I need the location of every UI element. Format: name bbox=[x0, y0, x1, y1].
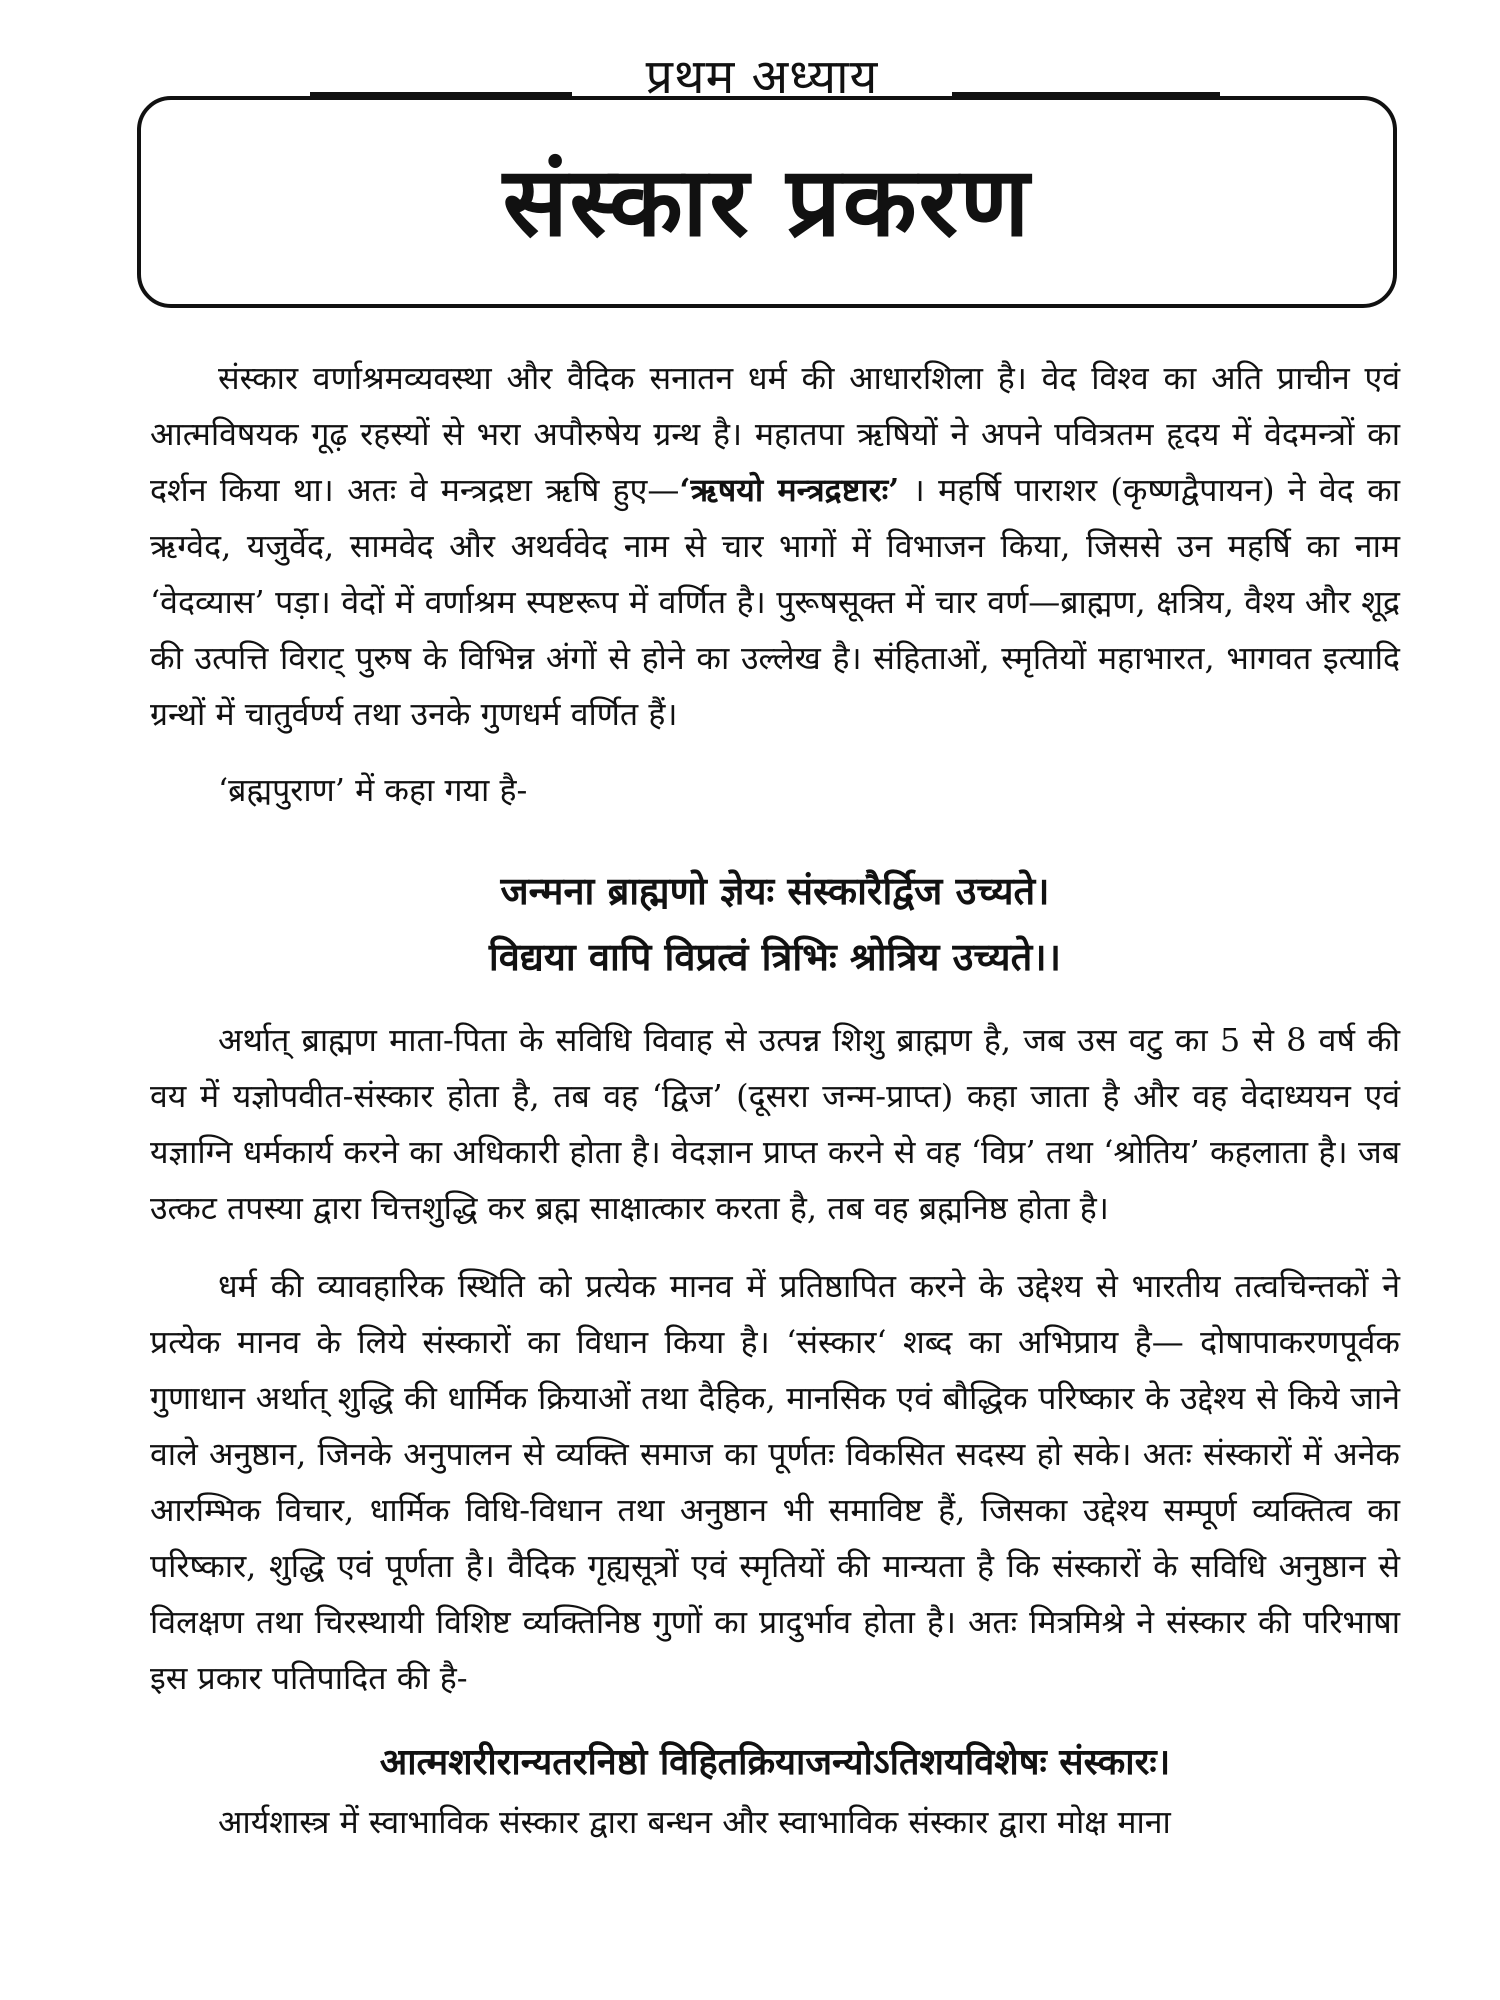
page-body bbox=[150, 350, 1400, 1850]
paragraph-2: अर्थात् ब्राह्मण माता-पिता के सविधि विवाह से उत्पन्न शिशु ब्राह्मण है, जब उस वटु का 5 से 8 वर्ष की वय में यज्ञोपवीत-संस्कार होता है, तब वह ‘द्विज’ (दूसरा जन्म-प्राप्त) कहा जाता है और वह वेदाध्ययन एवं यज्ञाग्नि धर्मकार्य करने का अधिकारी होता है। वेदज्ञान प्राप्त करने से वह ‘विप्र’ तथा ‘श्रोतिय’ कहलाता है। जब उत्कट तपस्या द्वारा चित्तशुद्धि कर ब्रह्म साक्षात्कार करता है, तब वह ब्रह्मनिष्ठ होता है। bbox=[150, 1021, 1400, 1227]
title-box bbox=[137, 96, 1397, 308]
paragraph-1-rest: । महर्षि पाराशर (कृष्णद्वैपायन) ने वेद का ऋग्वेद, यजुर्वेद, सामवेद और अथर्ववेद नाम से चार भागों में विभाजन किया, जिससे उन महर्षि का नाम ‘वेदव्यास’ पड़ा। वेदों में वर्णाश्रम स्पष्टरूप में वर्णित है। पुरूषसूक्त में चार वर्ण—ब्राह्मण, क्षत्रिय, वैश्य और शूद्र की उत्पत्ति विराट् पुरुष के विभिन्न अंगों से होने का उल्लेख है। संहिताओं, स्मृतियों महाभारत, भागवत इत्यादि ग्रन्थों में चातुर्वर्ण्य तथा उनके गुणधर्म वर्णित हैं। bbox=[150, 471, 1400, 733]
paragraph-1-text: संस्कार वर्णाश्रमव्यवस्था और वैदिक सनातन धर्म की आधारशिला है। वेद विश्व का अति प्राचीन एवं आत्मविषयक गूढ़ रहस्यों से भरा अपौरुषेय ग्रन्थ है। महातपा ऋषियों ने अपने पवित्रतम हृदय में वेदमन्त्रों का दर्शन किया था। अतः वे मन्त्रद्रष्टा ऋषि हुए— bbox=[150, 359, 1400, 509]
rishi-quote: ‘ऋषयो मन्त्रद्रष्टारः’ bbox=[679, 471, 900, 509]
chapter-label: प्रथम अध्याय bbox=[645, 49, 879, 105]
shloka-block bbox=[150, 858, 1400, 990]
sanskara-definition: आत्मशरीरान्यतरनिष्ठो विहितक्रियाजन्योऽतिशयविशेषः संस्कारः। bbox=[379, 1741, 1171, 1783]
paragraph-1 bbox=[150, 350, 1400, 742]
brahmapurana-lead: ‘ब्रह्मपुराण’ में कहा गया है- bbox=[218, 771, 528, 809]
page-title: संस्कार प्रकरण bbox=[502, 145, 1032, 259]
paragraph-4: आर्यशास्त्र में स्वाभाविक संस्कार द्वारा बन्धन और स्वाभाविक संस्कार द्वारा मोक्ष माना bbox=[218, 1803, 1171, 1841]
shloka-line-1: जन्मना ब्राह्मणो ज्ञेयः संस्कारैर्द्विज उच्यते। bbox=[500, 868, 1050, 913]
paragraph-3: धर्म की व्यावहारिक स्थिति को प्रत्येक मानव में प्रतिष्ठापित करने के उद्देश्य से भारतीय तत्वचिन्तकों ने प्रत्येक मानव के लिये संस्कारों का विधान किया है। ‘संस्कार‘ शब्द का अभिप्राय है— दोषापाकरणपूर्वक गुणाधान अर्थात् शुद्धि की धार्मिक क्रियाओं तथा दैहिक, मानसिक एवं बौद्धिक परिष्कार के उद्देश्य से किये जाने वाले अनुष्ठान, जिनके अनुपालन से व्यक्ति समाज का पूर्णतः विकसित सदस्य हो सके। अतः संस्कारों में अनेक आरम्भिक विचार, धार्मिक विधि-विधान तथा अनुष्ठान भी समाविष्ट हैं, जिसका उद्देश्य सम्पूर्ण व्यक्तित्व का परिष्कार, शुद्धि एवं पूर्णता है। वैदिक गृह्यसूत्रों एवं स्मृतियों की मान्यता है कि संस्कारों के सविधि अनुष्ठान से विलक्षण तथा चिरस्थायी विशिष्ट व्यक्तिनिष्ठ गुणों का प्रादुर्भाव होता है। अतः मित्रमिश्रे ने संस्कार की परिभाषा इस प्रकार पतिपादित की है- bbox=[150, 1267, 1400, 1697]
shloka-line-2: विद्यया वापि विप्रत्वं त्रिभिः श्रोत्रिय उच्यते।। bbox=[488, 934, 1062, 979]
